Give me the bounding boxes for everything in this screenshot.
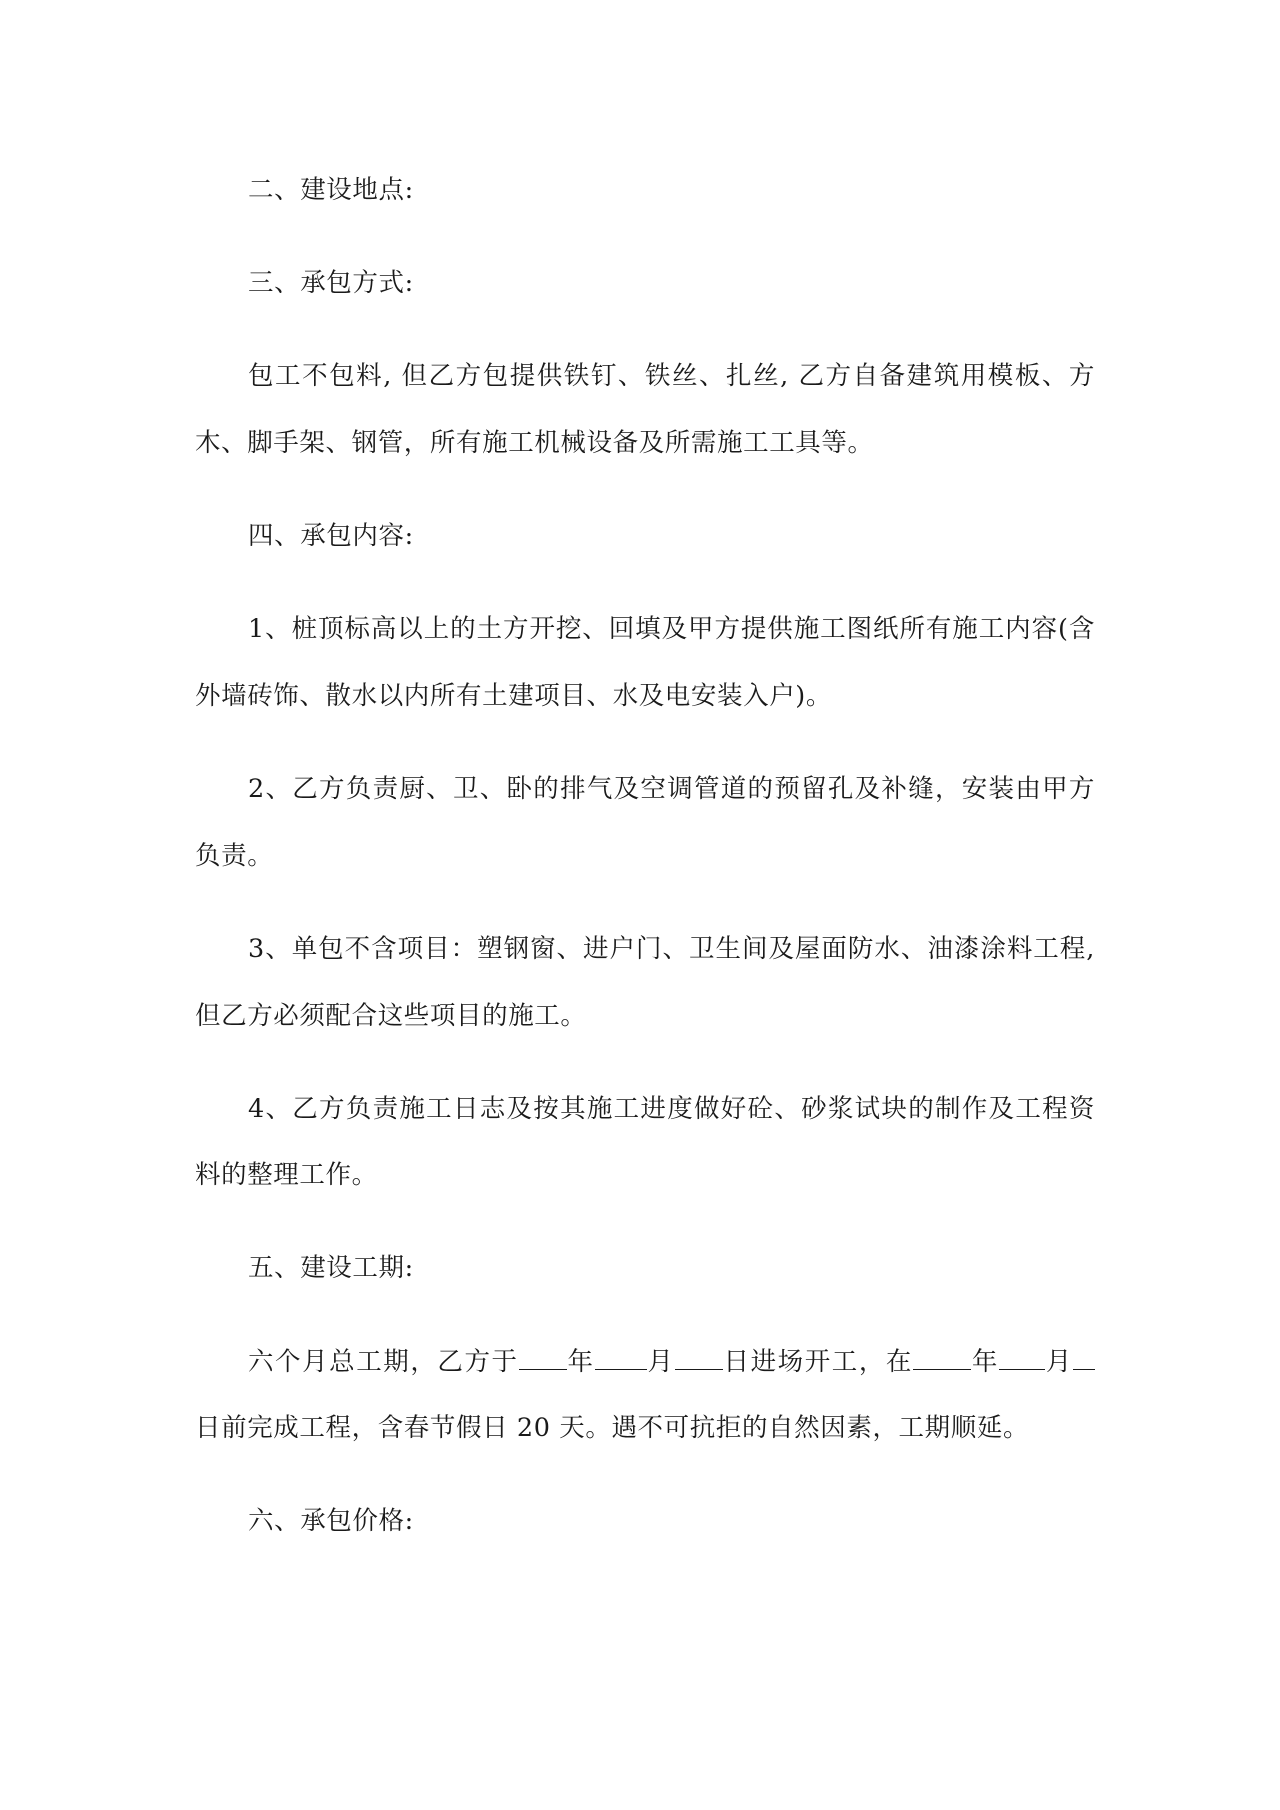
schedule-text-start: 六个月总工期，乙方于 <box>248 1346 519 1377</box>
schedule-month-label-1: 月 <box>646 1346 675 1377</box>
blank-end-year <box>913 1347 971 1370</box>
paragraph-content-item-1: 1、桩顶标高以上的土方开挖、回填及甲方提供施工图纸所有施工内容(含外墙砖饰、散水以内所有土建项目、水及电安装入户)。 <box>195 614 1095 711</box>
paragraph-content-item-4: 4、乙方负责施工日志及按其施工进度做好砼、砂浆试块的制作及工程资料的整理工作。 <box>195 1093 1095 1191</box>
paragraph-content-item-2: 2、乙方负责厨、卫、卧的排气及空调管道的预留孔及补缝，安装由甲方负责。 <box>195 774 1095 871</box>
section-heading-contract-price: 六、承包价格: <box>248 1506 414 1537</box>
paragraph-content-item-3: 3、单包不含项目：塑钢窗、进户门、卫生间及屋面防水、油漆涂料工程,但乙方必须配合这些项目的施工。 <box>195 933 1095 1031</box>
paragraph-contract-method: 包工不包料, 但乙方包提供铁钉、铁丝、扎丝, 乙方自备建筑用模板、方木、脚手架、钢管，所有施工机械设备及所需施工工具等。 <box>195 361 1095 458</box>
document-body <box>195 157 1095 1582</box>
schedule-month-label-2: 月 <box>1044 1346 1073 1377</box>
section-heading-contract-method: 三、承包方式: <box>248 268 414 299</box>
paragraph-schedule <box>195 1329 1095 1462</box>
schedule-text-day-start: 日进场开工，在 <box>722 1346 913 1377</box>
schedule-year-label-1: 年 <box>566 1346 595 1377</box>
section-heading-construction-period: 五、建设工期: <box>248 1253 414 1284</box>
section-heading-contract-content: 四、承包内容: <box>248 521 414 552</box>
blank-start-month <box>595 1347 647 1370</box>
blank-end-day <box>1073 1347 1095 1370</box>
section-heading-construction-site: 二、建设地点: <box>248 175 414 205</box>
blank-start-year <box>519 1347 567 1370</box>
blank-end-month <box>999 1347 1045 1370</box>
schedule-year-label-2: 年 <box>970 1346 999 1377</box>
blank-start-day <box>675 1347 723 1370</box>
schedule-text-tail: 日前完成工程，含春节假日 20 天。遇不可抗拒的自然因素，工期顺延。 <box>195 1413 1030 1444</box>
